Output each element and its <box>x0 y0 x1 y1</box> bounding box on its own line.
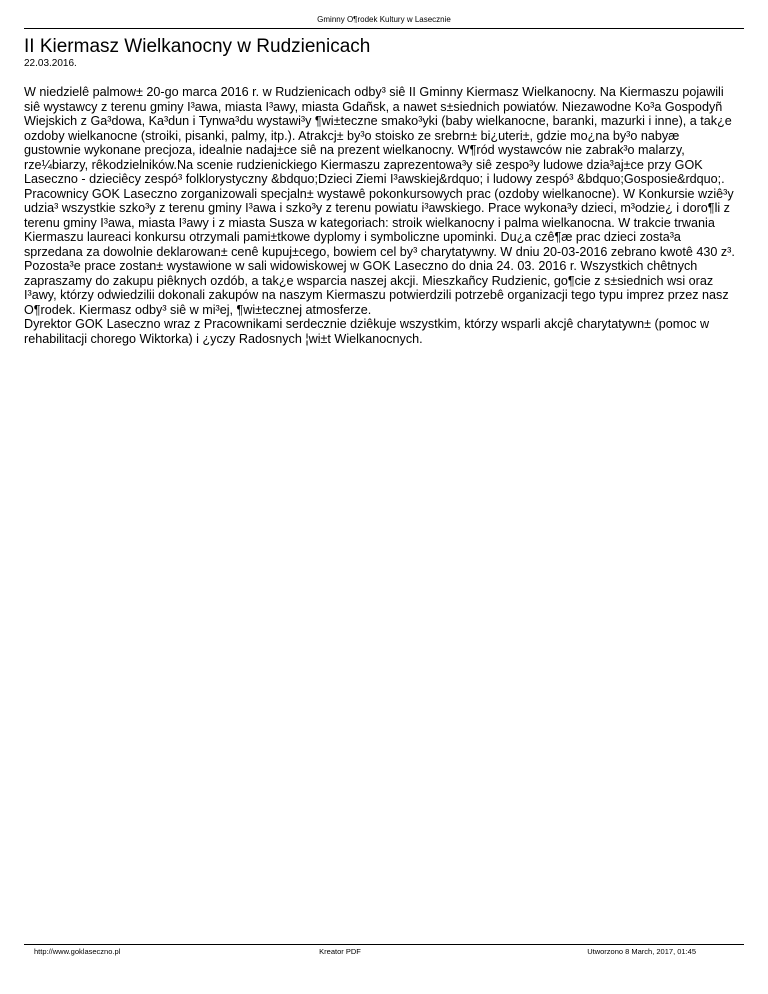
article-paragraph: Dyrektor GOK Laseczno wraz z Pracownikami serdecznie dziêkuje wszystkim, którzy wsparli akcjê charytatywn± (pomoc w rehabilitacji chorego Wiktorka) i ¿yczy Radosnych ¦wi±t Wielkanocnych. <box>24 317 710 346</box>
article-date: 22.03.2016. <box>24 58 77 69</box>
page-header-org-name: Gminny O¶rodek Kultury w Lasecznie <box>317 15 451 24</box>
article-paragraph: W niedzielê palmow± 20-go marca 2016 r. w Rudzienicach odby³ siê II Gminny Kiermasz Wielkanocny. Na Kiermaszu pojawili siê wystawcy z terenu gminy I³awa, miasta I³awy, miasta Gdañsk, a nawet s±siednich powiatów. Niezawodne Ko³a Gospodyñ Wiejskich z Ga³dowa, Ka³dun i Tynwa³du wystawi³y ¶wi±teczne smako³yki (baby wielkanocne, baranki, mazurki i inne), a tak¿e ozdoby wielkanocne (stroiki, pisanki, palmy, itp.). Atrakcj± by³o stoisko ze srebrn± bi¿uteri±, gdzie mo¿na by³o nabyæ gustownie wykonane precjoza, idealnie nadaj±ce siê na prezent wielkanocny. W¶ród wystawców nie zabrak³o malarzy, rze¼biarzy, rêkodzielników.Na scenie rudzienickiego Kiermaszu zaprezentowa³y siê zespo³y ludowe dzia³aj±ce przy GOK Laseczno - dzieciêcy zespó³ folklorystyczny &bdquo;Dzieci Ziemi I³awskiej&rdquo; i ludowy zespó³ &bdquo;Gosposie&rdquo;. Pracownicy GOK Laseczno zorganizowali specjaln± wystawê pokonkursowych prac (ozdoby wielkanocne). W Konkursie wziê³y udzia³ wszystkie szko³y z terenu gminy I³awa i szko³y z terenu powiatu i³awskiego. Prace wykona³y dzieci, m³odzie¿ i doro¶li z terenu gminy I³awa, miasta I³awy i z miasta Susza w kategoriach: stroik wielkanocny i palma wielkanocna. W trakcie trwania Kiermaszu laureaci konkursu otrzymali pami±tkowe dyplomy i symboliczne upominki. Du¿a czê¶æ prac dzieci zosta³a sprzedana za dowolnie deklarowan± cenê kupuj±cego, bowiem cel by³ charytatywny. W dniu 20-03-2016 zebrano kwotê 430 z³. Pozosta³e prace zostan± wystawione w sali widowiskowej w GOK Laseczno do dnia 24. 03. 2016 r. Wszystkich chêtnych zapraszamy do zakupu piêknych ozdób, a tak¿e wsparcia naszej akcji. Mieszkañcy Rudzienic, go¶cie z s±siednich wsi oraz I³awy, którzy odwiedzilii dokonali zakupów na naszym Kiermaszu potwierdzili potrzebê organizacji tego typu imprez przez nasz O¶rodek. Kiermasz odby³ siê w mi³ej, ¶wi±tecznej atmosferze. <box>24 85 735 317</box>
footer-generator: Kreator PDF <box>319 947 361 956</box>
article-body <box>24 85 736 346</box>
header-divider <box>24 28 744 29</box>
page-footer <box>0 947 768 959</box>
footer-divider <box>24 944 744 945</box>
article-title: II Kiermasz Wielkanocny w Rudzienicach <box>24 36 371 57</box>
footer-url-link[interactable]: http://www.goklaseczno.pl <box>34 947 121 956</box>
footer-created-timestamp: Utworzono 8 March, 2017, 01:45 <box>587 947 696 956</box>
